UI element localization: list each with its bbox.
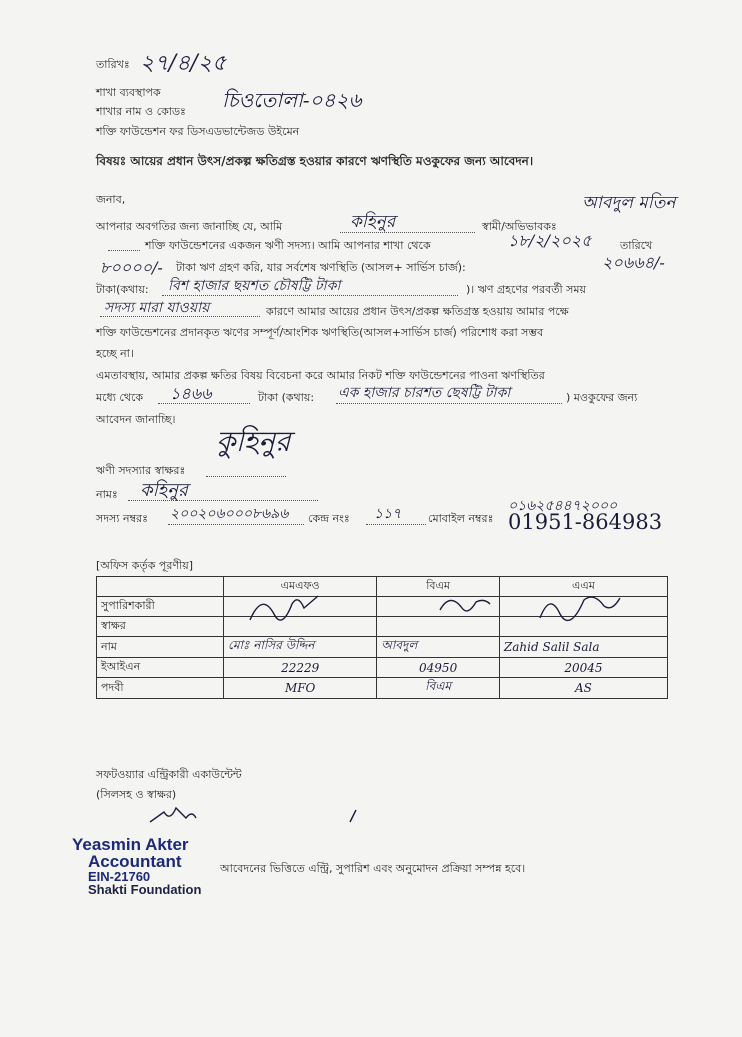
stamp-org: Shakti Foundation xyxy=(88,882,202,897)
member-number: ২০০২০৬০০০৮৬৯৬ xyxy=(170,506,289,522)
guardian-name: আবদুল মতিন xyxy=(582,193,676,213)
stamp-title: Accountant xyxy=(88,852,182,871)
mobile-number: ০১৬২৫৪৪৭২০০০ xyxy=(508,498,618,514)
organization-line: শক্তি ফাউন্ডেশন ফর ডিসএডভান্টেজড উইমেন xyxy=(96,125,300,138)
mobile-extra: 01951-864983 xyxy=(508,510,663,534)
table-cell: Zahid Salil Sala xyxy=(499,637,667,658)
salutation: জনাব, xyxy=(96,193,126,206)
body-text: ) মওকুফের জন্য xyxy=(566,391,638,404)
table-cell: মোঃ নাসির উদ্দিন xyxy=(224,637,377,658)
office-heading: [অফিস কর্তৃক পূরণীয়] xyxy=(96,559,193,572)
software-accountant-label: সফটওয়্যার এন্ট্রিকারী একাউন্টেন্ট xyxy=(96,768,242,781)
waiver-amount: ১৪৬৬ xyxy=(170,384,212,403)
body-text: )। ঋণ গ্রহণের পরবর্তী সময় xyxy=(466,283,586,296)
row-label: স্বাক্ষর xyxy=(97,617,224,637)
accountant-stamp xyxy=(72,836,201,896)
body-text: কারণে আমার আয়ের প্রধান উৎস/প্রকল্প ক্ষতিগ্রস্ত হওয়ায় আমার পক্ষে xyxy=(266,305,569,318)
row-label: ইআইএন xyxy=(97,658,224,678)
center-number: ১১৭ xyxy=(374,506,402,522)
process-note: আবেদনের ভিত্তিতে এন্ট্রি, সুপারিশ এবং অনুমোদন প্রক্রিয়া সম্পন্ন হবে। xyxy=(220,862,526,875)
subject-line: বিষয়ঃ আয়ের প্রধান উৎস/প্রকল্প ক্ষতিগ্রস্ত হওয়ার কারণে ঋণস্থিতি মওকুফের জন্য আবেদন। xyxy=(96,154,534,168)
table-cell: আবদুল xyxy=(377,637,500,658)
bm-signature-scribble xyxy=(440,600,490,611)
center-label: কেন্দ্র নংঃ xyxy=(308,512,350,525)
table-cell: MFO xyxy=(224,678,377,699)
col-header-bm: বিএম xyxy=(377,577,500,597)
mfo-signature-scribble xyxy=(250,596,318,620)
branch-name-value: চিওতোলা-০৪২৬ xyxy=(222,88,362,112)
waiver-in-words: এক হাজার চারশত ছেষট্টি টাকা xyxy=(338,385,511,401)
guardian-label: স্বামী/অভিভাবকঃ xyxy=(482,220,557,233)
body-text: টাকা ঋণ গ্রহণ করি, যার সর্বশেষ ঋণস্থিতি (আসল+ সার্ভিস চার্জ): xyxy=(176,261,466,274)
date-value: ২৭/৪/২৫ xyxy=(140,51,227,76)
row-label: নাম xyxy=(97,637,224,658)
mobile-label: মোবাইল নম্বরঃ xyxy=(428,512,494,525)
col-header-mfo: এমএফও xyxy=(224,577,377,597)
row-label: পদবী xyxy=(97,678,224,699)
loan-amount: ৮০০০০/- xyxy=(100,258,163,277)
damage-reason: সদস্য মারা যাওয়ায় xyxy=(104,300,210,316)
stamp-name: Yeasmin Akter xyxy=(72,835,189,854)
stamp-ein: EIN-21760 xyxy=(88,869,151,884)
loan-balance: ২০৬৬৪/- xyxy=(602,253,665,272)
member-no-label: সদস্য নম্বরঃ xyxy=(96,512,148,525)
am-signature-scribble xyxy=(540,597,620,620)
table-cell: 20045 xyxy=(499,658,667,678)
col-header-am: এএম xyxy=(499,577,667,597)
table-cell: 22229 xyxy=(224,658,377,678)
seal-label: (সিলসহ ও স্বাক্ষর) xyxy=(96,788,177,801)
balance-in-words: বিশ হাজার ছয়শত চৌষট্টি টাকা xyxy=(168,278,341,294)
table-cell: বিএম xyxy=(377,678,500,699)
body-text: শক্তি ফাউন্ডেশনের একজন ঋণী সদস্য। আমি আপনার শাখা থেকে xyxy=(145,239,431,252)
pen-mark xyxy=(350,810,356,822)
table-cell: 04950 xyxy=(377,658,500,678)
body-text: তারিখে xyxy=(620,239,653,252)
member-signature: কুহিনুর xyxy=(216,425,291,458)
row-label: সুপারিশকারী xyxy=(97,597,224,617)
applicant-name: কহিনুর xyxy=(350,212,396,232)
date-label: তারিখঃ xyxy=(96,58,130,71)
body-text: আবেদন জানাচ্ছি। xyxy=(96,413,176,426)
body-text: টাকা(কথায়: xyxy=(96,283,149,296)
body-text: টাকা (কথায়: xyxy=(258,391,315,404)
branch-name-label: শাখার নাম ও কোডঃ xyxy=(96,105,186,118)
signature-label: ঋণী সদস্যার স্বাক্ষরঃ xyxy=(96,464,186,477)
loan-date: ১৮/২/২০২৫ xyxy=(508,231,592,250)
body-text: হচ্ছে না। xyxy=(96,347,134,360)
table-cell: AS xyxy=(499,678,667,699)
body-text: আপনার অবগতির জন্য জানাচ্ছি যে, আমি xyxy=(96,220,283,233)
body-text: মধ্যে থেকে xyxy=(96,391,144,404)
body-text: শক্তি ফাউন্ডেশনের প্রদানকৃত ঋণের সম্পূর্ণ/আংশিক ঋণস্থিতি(আসল+সার্ভিস চার্জ) পরিশোধ করা সম্ভব xyxy=(96,326,544,339)
branch-manager: শাখা ব্যবস্থাপক xyxy=(96,86,161,99)
accountant-signature-scribble xyxy=(150,808,196,822)
body-text: এমতাবস্থায়, আমার প্রকল্প ক্ষতির বিষয় বিবেচনা করে আমার নিকট শক্তি ফাউন্ডেশনের পাওনা ঋণস্থিতির xyxy=(96,369,545,382)
member-name: কহিনুর xyxy=(140,480,188,501)
member-name-label: নামঃ xyxy=(96,488,118,501)
